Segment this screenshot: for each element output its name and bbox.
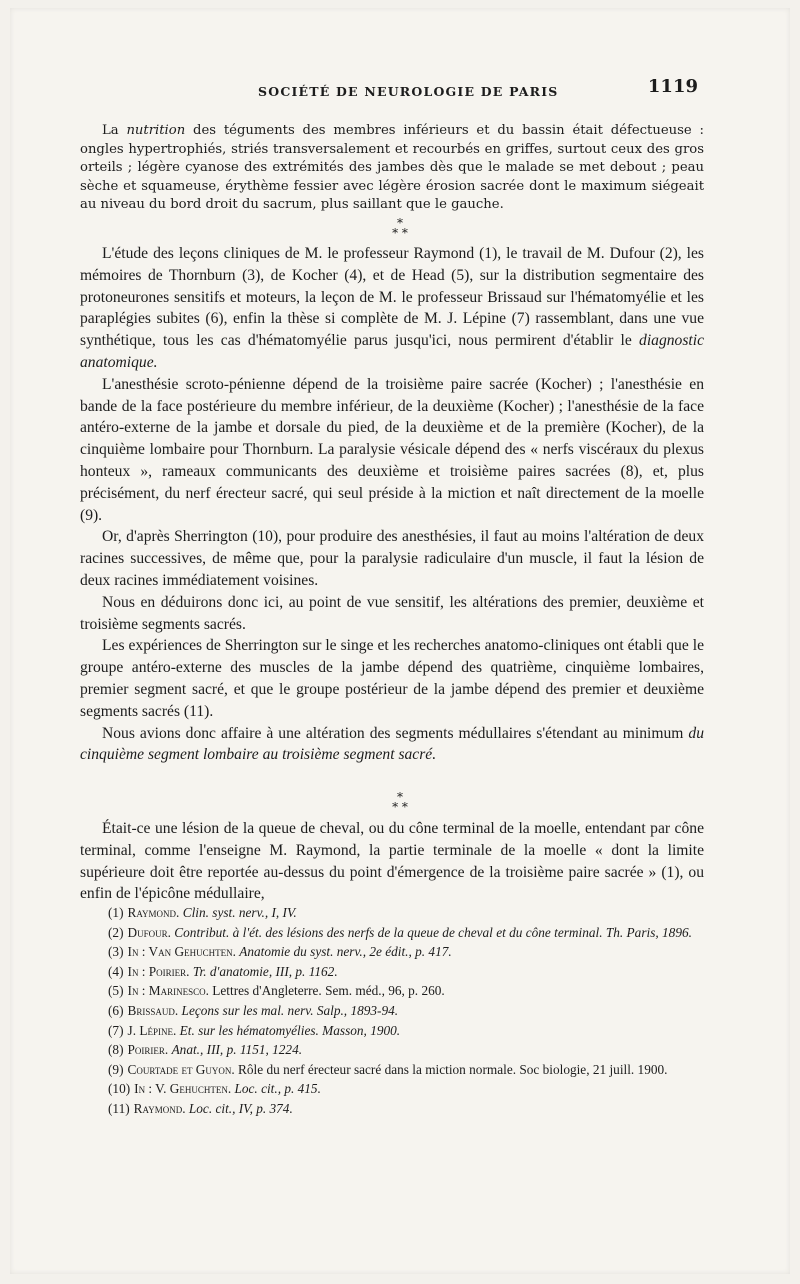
footnote bbox=[80, 1021, 704, 1041]
footnote bbox=[80, 1040, 704, 1060]
asterism-top: * bbox=[397, 216, 403, 230]
footnote-number: (1) bbox=[108, 905, 124, 920]
section-2 bbox=[80, 818, 704, 905]
section1-p6-italic: du cinquième segment lombaire au troisième segment sacré. bbox=[80, 724, 704, 764]
intro-paragraph bbox=[80, 122, 704, 215]
footnote-reference: Tr. d'anatomie, III, p. 1162. bbox=[192, 963, 338, 979]
footnote-author: Courtade et Guyon. bbox=[127, 1061, 235, 1077]
footnote-author: In : Poirier. bbox=[127, 963, 190, 979]
section-asterism-1 bbox=[370, 218, 430, 238]
page-header bbox=[78, 76, 698, 102]
asterism-bottom: * * bbox=[392, 226, 408, 240]
footnote-author: Raymond. bbox=[133, 1100, 186, 1116]
intro-lead-italic: nutrition bbox=[126, 123, 186, 138]
asterism-top: * bbox=[397, 790, 403, 804]
footnote-reference: Loc. cit., IV, p. 374. bbox=[188, 1100, 293, 1116]
footnote-reference: Loc. cit., p. 415. bbox=[234, 1081, 321, 1097]
page-number: 1119 bbox=[647, 76, 698, 97]
section-asterism-2 bbox=[370, 792, 430, 812]
asterism-bottom: * * bbox=[392, 800, 408, 814]
footnote-author: Dufour. bbox=[127, 924, 171, 940]
footnote bbox=[80, 1001, 704, 1021]
section1-paragraph-6 bbox=[80, 723, 704, 767]
footnote-reference: Rôle du nerf érecteur sacré dans la miction normale. Soc biologie, 21 juill. 1900. bbox=[238, 1061, 668, 1077]
footnote bbox=[80, 903, 704, 923]
intro-text: des téguments des membres inférieurs et du bassin était défectueuse : ongles hypertrophiés, striés transversalement et recourbés en griffes, surtout ceux des gros orteils ; légère cyanose des extrémités des jambes dès que le malade se met debout ; peau sèche et squameuse, érythème fessier avec légère érosion sacrée dont le maximum siégeait au niveau du bord droit du sacrum, plus saillant que le gauche. bbox=[80, 123, 704, 212]
footnote-number: (4) bbox=[108, 963, 124, 979]
footnote-number: (9) bbox=[108, 1061, 124, 1077]
footnote-reference: Contribut. à l'ét. des lésions des nerfs de la queue de cheval et du cône terminal. Th. Paris, 1896. bbox=[174, 924, 692, 940]
footnote-reference: Clin. syst. nerv., I, IV. bbox=[182, 905, 297, 920]
section1-p1-text: L'étude des leçons cliniques de M. le professeur Raymond (1), le travail de M. Dufour (2), les mémoires de Thornburn (3), de Kocher (4), et de Head (5), sur la distribution segmentaire des protoneurones sensitifs et moteurs, la leçon de M. le professeur Brissaud sur l'hématomyélie et les paraplégies subites (6), enfin la thèse si complète de M. J. Lépine (7) rassemblant, dans une vue synthétique, tous les cas d'hématomyélie parus jusqu'ici, nous permirent d'établir le bbox=[80, 245, 704, 350]
footnote bbox=[80, 1060, 704, 1080]
section1-paragraph-1 bbox=[80, 243, 704, 374]
footnote-number: (7) bbox=[108, 1022, 124, 1038]
footnote-author: In : Van Gehuchten. bbox=[127, 944, 236, 960]
footnote-reference: Anatomie du syst. nerv., 2e édit., p. 417. bbox=[239, 944, 452, 960]
running-title: SOCIÉTÉ DE NEUROLOGIE DE PARIS bbox=[258, 84, 559, 99]
footnote-reference: Lettres d'Angleterre. Sem. méd., 96, p. 260. bbox=[212, 983, 445, 999]
section1-p1-italic: diagnostic anatomique. bbox=[80, 332, 704, 371]
footnote bbox=[80, 923, 704, 943]
section2-paragraph-1: Était-ce une lésion de la queue de cheval, ou du cône terminal de la moelle, entendant par cône terminal, comme l'enseigne M. Raymond, la partie terminale de la moelle « dont la limite supérieure doit être reportée au-dessus du point d'émergence de la troisième paire sacrée » (1), ou enfin de l'épicône médullaire, bbox=[80, 820, 704, 903]
footnote-number: (6) bbox=[108, 1002, 124, 1018]
footnote-author: J. Lépine. bbox=[127, 1022, 177, 1038]
section1-paragraph-3: Or, d'après Sherrington (10), pour produire des anesthésies, il faut au moins l'altération de deux racines successives, de même que, pour la paralysie radiculaire d'un muscle, il faut la lésion de deux racines immédiatement voisines. bbox=[80, 528, 704, 589]
footnote-number: (8) bbox=[108, 1042, 124, 1058]
footnote bbox=[80, 1079, 704, 1099]
footnote bbox=[80, 942, 704, 962]
footnote bbox=[80, 981, 704, 1001]
footnote-author: In : V. Gehuchten. bbox=[134, 1081, 232, 1097]
footnote-author: Poirier. bbox=[127, 1042, 169, 1058]
footnote-number: (2) bbox=[108, 924, 124, 940]
footnote-author: Brissaud. bbox=[127, 1002, 179, 1018]
footnote-author: In : Marinesco. bbox=[127, 983, 209, 999]
footnote-number: (10) bbox=[108, 1081, 131, 1097]
section-1 bbox=[80, 243, 704, 766]
section1-p6-text: Nous avions donc affaire à une altération des segments médullaires s'étendant au minimum bbox=[102, 724, 684, 742]
section1-paragraph-4: Nous en déduirons donc ici, au point de vue sensitif, les altérations des premier, deuxième et troisième segments sacrés. bbox=[80, 593, 704, 633]
footnote-reference: Et. sur les hématomyélies. Masson, 1900. bbox=[179, 1022, 401, 1038]
footnote-number: (5) bbox=[108, 983, 124, 999]
section1-paragraph-5: Les expériences de Sherrington sur le singe et les recherches anatomo-cliniques ont établi que le groupe antéro-externe des muscles de la jambe dépend des quatrième, cinquième lombaires, premier segment sacré, et que le groupe postérieur de la jambe dépend des premier et deuxième segments sacrés (11). bbox=[80, 637, 704, 720]
footnotes bbox=[80, 903, 704, 1119]
footnote bbox=[80, 962, 704, 982]
intro-lead-word: La bbox=[102, 123, 119, 138]
footnote-reference: Leçons sur les mal. nerv. Salp., 1893-94. bbox=[181, 1002, 399, 1018]
footnote-author: Raymond. bbox=[127, 905, 180, 920]
footnote-reference: Anat., III, p. 1151, 1224. bbox=[171, 1042, 303, 1058]
footnote bbox=[80, 1099, 704, 1119]
section1-paragraph-2: L'anesthésie scroto-pénienne dépend de la troisième paire sacrée (Kocher) ; l'anesthésie en bande de la face postérieure du membre inférieur, de la deuxième (Kocher) ; l'anesthésie de la face antéro-externe de la jambe et dorsale du pied, de la deuxième et de la première (Kocher), de la cinquième lombaire pour Thornburn. La paralysie vésicale dépend des « nerfs viscéraux du plexus honteux », rameaux communicants des deuxième et troisième paires sacrées (8), et, plus précisément, du nerf érecteur sacré, qui seul préside à la miction et naît directement de la moelle (9). bbox=[80, 375, 704, 524]
footnote-number: (11) bbox=[108, 1100, 130, 1116]
footnote-number: (3) bbox=[108, 944, 124, 960]
